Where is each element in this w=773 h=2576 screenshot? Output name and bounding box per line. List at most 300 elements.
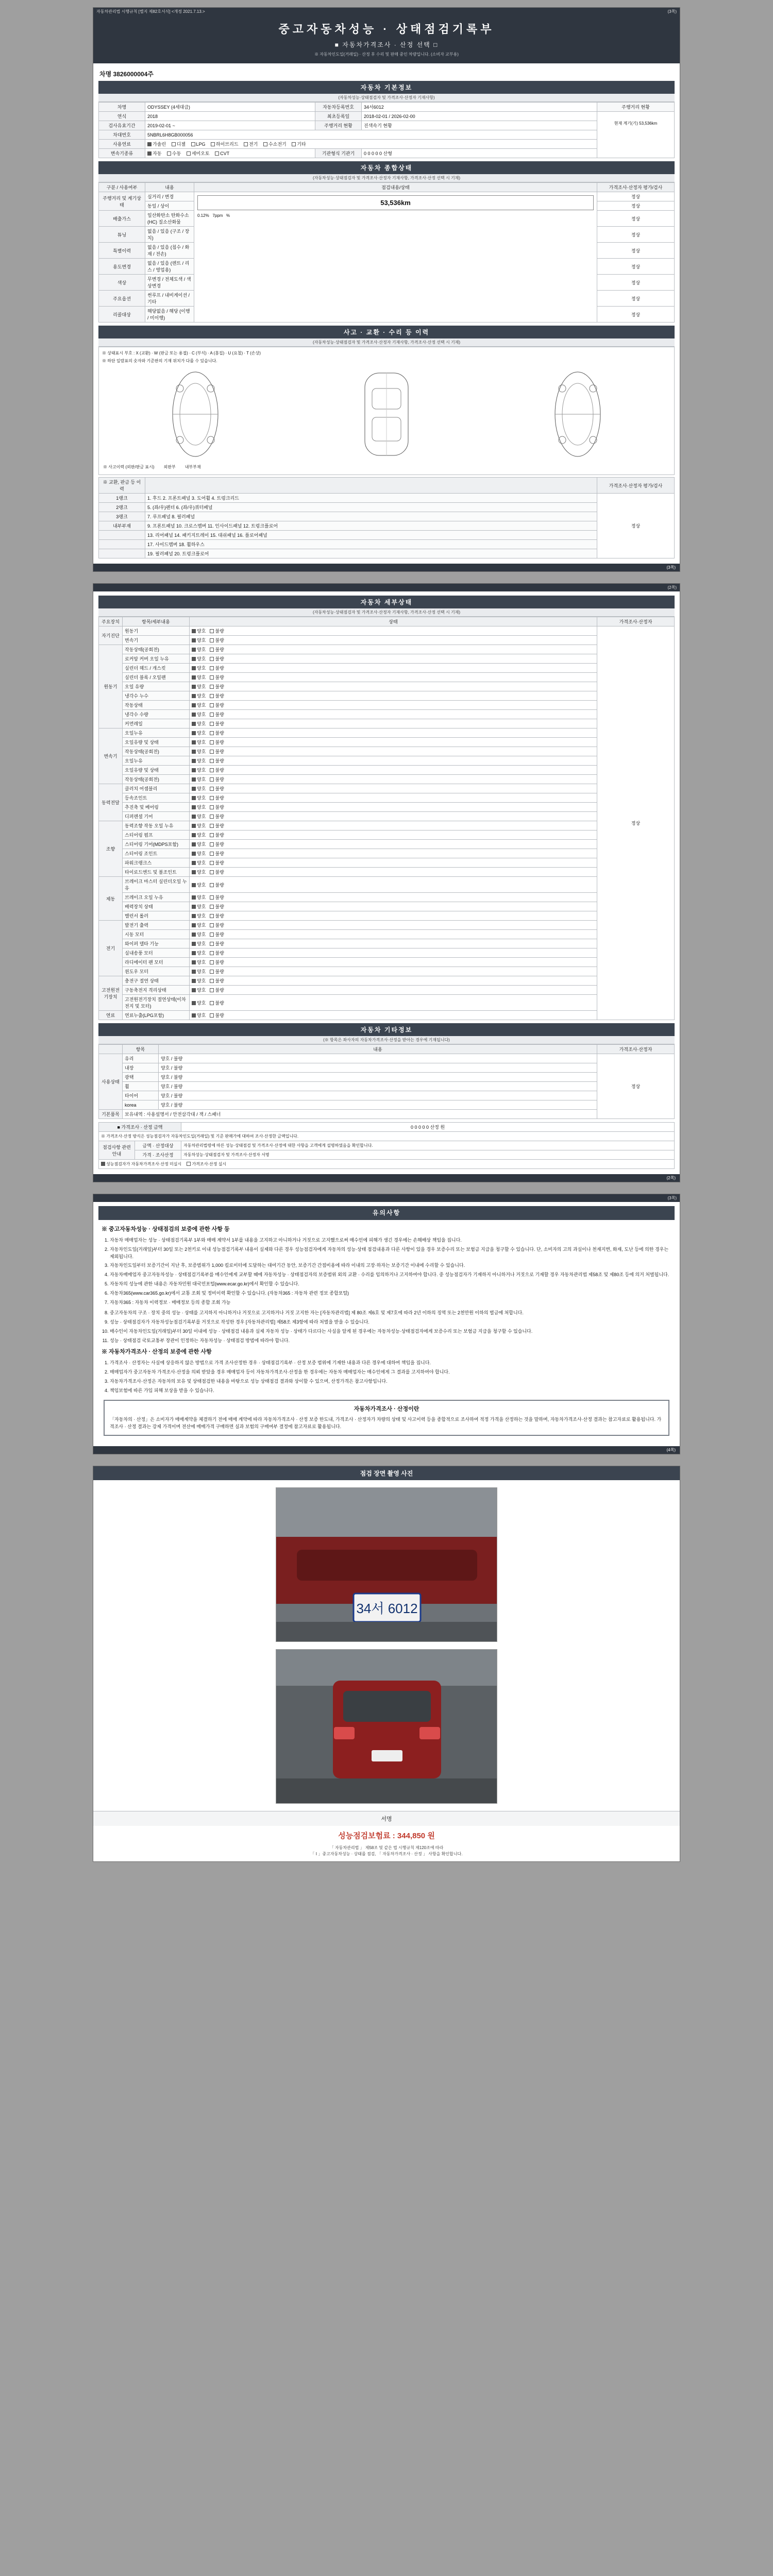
status-option-불량[interactable]: 불량 (210, 646, 224, 653)
status-option-양호[interactable]: 양호 (192, 646, 206, 653)
etc-row-3-label: 휠 (123, 1082, 159, 1091)
car-number-label: 차명 3826000004주 (99, 71, 154, 78)
accident-eval: 정상 (597, 494, 675, 558)
status-option-양호[interactable]: 양호 (192, 882, 206, 888)
status-option-불량[interactable]: 불량 (210, 959, 224, 965)
outer-label: 외판부 (163, 465, 176, 469)
accident-parts-legend (102, 463, 671, 471)
status-option-양호[interactable]: 양호 (192, 711, 206, 718)
page-2-number: (2쪽) (667, 585, 677, 590)
detail-status-cell (190, 849, 597, 858)
status-option-양호[interactable]: 양호 (192, 702, 206, 708)
overall-state-area (194, 192, 597, 323)
rank-3-items: 9. 프론트패널 10. 크로스멤버 11. 인사이드패널 12. 트렁크플로어 (145, 521, 597, 531)
label-transmission: 변속기종류 (99, 149, 145, 158)
table-row (99, 766, 675, 775)
status-option-양호[interactable]: 양호 (192, 794, 206, 801)
fuel-option-3[interactable]: 하이브리드 (211, 141, 238, 147)
detail-item: 실린더 헤드 / 개스킷 (123, 664, 190, 673)
status-option-양호[interactable]: 양호 (192, 767, 206, 773)
trans-option-2[interactable]: 세미오토 (187, 150, 210, 157)
detail-item: 브레이크 오일 누유 (123, 893, 190, 902)
table-row (99, 503, 675, 512)
status-option-불량[interactable]: 불량 (210, 894, 224, 901)
price-value: 0 0 0 0 0 산정 원 (181, 1123, 675, 1132)
detail-item: 브레이크 마스터 실린더오일 누유 (123, 877, 190, 893)
status-option-양호[interactable]: 양호 (192, 665, 206, 671)
table-row (99, 1091, 675, 1100)
fuel-option-6[interactable]: 기타 (292, 141, 306, 147)
table-row (99, 540, 675, 549)
detail-group-0: 자기진단 (99, 626, 123, 645)
table-row (99, 756, 675, 766)
rank-3-name: 내부부재 (99, 521, 145, 531)
status-option-불량[interactable]: 불량 (210, 804, 224, 810)
table-row (99, 1011, 675, 1020)
status-option-불량[interactable]: 불량 (210, 940, 224, 947)
rank-6-name (99, 549, 145, 558)
eval-1: 정상 (597, 201, 675, 211)
table-row (99, 1141, 675, 1150)
detail-item: 커먼레일 (123, 719, 190, 728)
table-row (99, 654, 675, 664)
rank-5-name (99, 540, 145, 549)
status-option-양호[interactable]: 양호 (192, 931, 206, 938)
status-option-불량[interactable]: 불량 (210, 813, 224, 820)
status-option-불량[interactable]: 불량 (210, 850, 224, 857)
table-row (99, 140, 675, 149)
table-row (99, 1082, 675, 1091)
detail-status-cell (190, 636, 597, 645)
detail-status-cell (190, 654, 597, 664)
status-option-양호[interactable]: 양호 (192, 785, 206, 792)
status-option-양호[interactable]: 양호 (192, 859, 206, 866)
status-option-양호[interactable]: 양호 (192, 894, 206, 901)
status-option-양호[interactable]: 양호 (192, 869, 206, 875)
price-checkbox-0[interactable]: 성능점검자가 자동차가격조사·산정 미실시 (101, 1161, 181, 1167)
status-option-양호[interactable]: 양호 (192, 720, 206, 727)
table-row (99, 831, 675, 840)
label-fuel: 사용연료 (99, 140, 145, 149)
value-engine-code: 0 0 0 0 0 산형 (362, 149, 597, 158)
status-option-양호[interactable]: 양호 (192, 841, 206, 848)
page-3 (93, 1194, 680, 1454)
eval-8: 정상 (597, 307, 675, 323)
table-row (99, 103, 675, 112)
status-option-양호[interactable]: 양호 (192, 968, 206, 975)
car-diagram-views (102, 366, 671, 463)
status-option-불량[interactable]: 불량 (210, 859, 224, 866)
row-label-0: 주행거리 및 계기상태 (99, 192, 145, 211)
status-option-양호[interactable]: 양호 (192, 748, 206, 755)
row-label-3: 튜닝 (99, 227, 145, 243)
list-item: 7. 자동차365 : 자동차 이력정보 · 매매정보 등의 종합 조회 가능 (110, 1299, 671, 1307)
page-1 (93, 7, 680, 572)
page-1-footer: (3쪽) (93, 564, 680, 571)
status-option-양호[interactable]: 양호 (192, 903, 206, 910)
status-option-양호[interactable]: 양호 (192, 987, 206, 993)
status-option-불량[interactable]: 불량 (210, 785, 224, 792)
table-row (99, 902, 675, 911)
status-option-양호[interactable]: 양호 (192, 850, 206, 857)
rank-0-name: 1랭크 (99, 494, 145, 503)
detail-status-cell (190, 877, 597, 893)
price-table (98, 1122, 675, 1169)
notice-list-3 (110, 1360, 671, 1395)
status-option-불량[interactable]: 불량 (210, 987, 224, 993)
document-subtitle: ■ 자동차가격조사 · 산정 선택 □ (334, 41, 439, 48)
fuel-option-2[interactable]: LPG (191, 142, 206, 147)
page-2-footer: (2쪽) (93, 1174, 680, 1182)
status-option-불량[interactable]: 불량 (210, 720, 224, 727)
detail-status-cell (190, 645, 597, 654)
table-row (99, 549, 675, 558)
status-option-불량[interactable]: 불량 (210, 757, 224, 764)
col-state: 점검내용/상태 (194, 183, 597, 192)
notice-head-2: ※ 자동차가격조사 · 산정의 보증에 관한 사항 (102, 1348, 212, 1355)
status-option-불량[interactable]: 불량 (210, 637, 224, 643)
detail-status-cell (190, 958, 597, 967)
fuel-option-1[interactable]: 디젤 (172, 141, 186, 147)
table-row (99, 626, 675, 636)
row-content-0: 실거리 / 변경 (145, 192, 194, 201)
etc-basic-group: 기본품목 (99, 1110, 123, 1119)
table-row (99, 840, 675, 849)
status-option-불량[interactable]: 불량 (210, 832, 224, 838)
status-option-양호[interactable]: 양호 (192, 628, 206, 634)
status-option-양호[interactable]: 양호 (192, 822, 206, 829)
table-row (99, 1150, 675, 1160)
status-option-양호[interactable]: 양호 (192, 730, 206, 736)
status-option-양호[interactable]: 양호 (192, 922, 206, 928)
emission-hc: 7ppm (212, 213, 223, 218)
status-option-양호[interactable]: 양호 (192, 959, 206, 965)
detail-item: 추진축 및 베어링 (123, 803, 190, 812)
detail-status-cell (190, 976, 597, 986)
detail-status-cell (190, 775, 597, 784)
trans-option-3[interactable]: CVT (215, 151, 229, 156)
table-row (99, 130, 675, 140)
status-option-양호[interactable]: 양호 (192, 832, 206, 838)
status-option-불량[interactable]: 불량 (210, 882, 224, 888)
detail-item: 등속조인트 (123, 793, 190, 803)
eval-3: 정상 (597, 227, 675, 243)
table-row (99, 494, 675, 503)
status-option-불량[interactable]: 불량 (210, 912, 224, 919)
section-accident-subtitle: (자동차성능·상태점검자 및 가격조사·산정자 기재사항, 가격조사·산정 선택 시 기재) (98, 338, 675, 347)
photo-front-illustration (276, 1488, 497, 1642)
table-header-row (99, 1045, 675, 1054)
status-option-불량[interactable]: 불량 (210, 903, 224, 910)
photo-rear (276, 1649, 497, 1804)
emission-values (197, 213, 594, 218)
status-option-불량[interactable]: 불량 (210, 748, 224, 755)
table-row (99, 948, 675, 958)
status-option-양호[interactable]: 양호 (192, 1012, 206, 1019)
label-firstreg: 최초등록일 (315, 112, 362, 121)
trans-option-0[interactable]: 자동 (147, 150, 161, 157)
table-row (99, 1160, 675, 1169)
status-option-불량[interactable]: 불량 (210, 794, 224, 801)
status-option-양호[interactable]: 양호 (192, 977, 206, 984)
detail-item: 타이로드엔드 및 볼조인트 (123, 868, 190, 877)
list-item: 6. 자동차365(www.car365.go.kr)에서 교통 조회 및 정비이력 확인할 수 있습니다. (자동차365 : 자동차 관련 정보 종합포털) (110, 1290, 671, 1297)
table-row (99, 121, 675, 130)
fuel-options (145, 140, 597, 149)
section-basic-subtitle: (자동차성능·상태점검자 및 가격조사·산정자 기재사항) (98, 94, 675, 102)
detail-item: 동력조향 작동 오일 누유 (123, 821, 190, 831)
value-carname: ODYSSEY (4세대급) (145, 103, 315, 112)
table-row (99, 911, 675, 921)
table-row (99, 149, 675, 158)
sign-label: 서명 (93, 1811, 680, 1826)
table-row (99, 512, 675, 521)
detail-item: 실린더 블록 / 오일팬 (123, 673, 190, 682)
status-option-양호[interactable]: 양호 (192, 950, 206, 956)
detail-rows-body (99, 626, 675, 1020)
status-option-불량[interactable]: 불량 (210, 931, 224, 938)
status-option-불량[interactable]: 불량 (210, 692, 224, 699)
status-option-불량[interactable]: 불량 (210, 665, 224, 671)
detail-group-1: 원동기 (99, 645, 123, 728)
photo-front (276, 1487, 497, 1642)
detail-status-cell (190, 858, 597, 868)
detail-status-cell (190, 812, 597, 821)
row-content-4: 없음 / 있음 (침수 / 화재 / 전손) (145, 243, 194, 259)
status-option-불량[interactable]: 불량 (210, 1012, 224, 1019)
detail-status-cell (190, 893, 597, 902)
table-row (99, 1132, 675, 1141)
status-option-불량[interactable]: 불량 (210, 776, 224, 783)
detail-status-cell (190, 766, 597, 775)
table-row (99, 858, 675, 868)
label-plate: 자동차등록번호 (315, 103, 362, 112)
detail-group-2: 변속기 (99, 728, 123, 784)
price-definition-box (104, 1400, 669, 1436)
status-option-양호[interactable]: 양호 (192, 776, 206, 783)
status-option-양호[interactable]: 양호 (192, 940, 206, 947)
eval-7: 정상 (597, 291, 675, 307)
etc-table (98, 1044, 675, 1119)
section-etc-subtitle: (※ 항목은 좌사자의 자동차가격조사·산정을 받아는 경우에 기재됩니다) (98, 1036, 675, 1044)
detail-status-cell (190, 986, 597, 995)
detail-status-cell (190, 803, 597, 812)
section-accident-title: 사고 · 교환 · 수리 등 이력 (98, 326, 675, 338)
detail-item: 연료누출(LPG포함) (123, 1011, 190, 1020)
status-option-양호[interactable]: 양호 (192, 739, 206, 745)
rank-4-name (99, 531, 145, 540)
etc-row-4-label: 타이어 (123, 1091, 159, 1100)
fuel-option-4[interactable]: 전기 (244, 141, 258, 147)
mileage-cell (597, 103, 675, 158)
table-row (99, 877, 675, 893)
detail-status-cell (190, 682, 597, 691)
label-year: 연식 (99, 112, 145, 121)
table-row (99, 930, 675, 939)
detail-item: 클러치 어셈블리 (123, 784, 190, 793)
emission-co: 0.12% (197, 213, 209, 218)
status-option-양호[interactable]: 양호 (192, 692, 206, 699)
basic-info-table (98, 102, 675, 158)
page-3-footer: (4쪽) (93, 1446, 680, 1454)
table-row (99, 701, 675, 710)
detail-status-cell (190, 902, 597, 911)
status-option-불량[interactable]: 불량 (210, 730, 224, 736)
etc-row-4-value: 양호 / 불량 (159, 1091, 597, 1100)
status-option-불량[interactable]: 불량 (210, 655, 224, 662)
detail-item: 실내송풍 모터 (123, 948, 190, 958)
notice-list-2 (110, 1310, 671, 1345)
list-item: 4. 책임보험에 따른 가입 피해 보상을 받을 수 있습니다. (110, 1387, 671, 1395)
page-3-ref (96, 1195, 97, 1201)
car-top-view-icon (350, 368, 423, 461)
detail-item: 오일누유 (123, 756, 190, 766)
detail-status-cell (190, 756, 597, 766)
table-row (99, 747, 675, 756)
status-option-불량[interactable]: 불량 (210, 869, 224, 875)
detail-item: 스티어링 기어(MDPS포함) (123, 840, 190, 849)
status-option-양호[interactable]: 양호 (192, 674, 206, 681)
list-item: 8. 중고자동차의 구조 · 장치 중의 성능 · 상태를 고지하지 아니하거나 거짓으로 고지하거나 거짓 고지한 자는 [자동차관리법] 제 80조 제6호 및 제7호에 따라 2년 이하의 징역 또는 2천만원 이하의 벌금에 처합니다. (110, 1310, 671, 1317)
status-option-양호[interactable]: 양호 (192, 999, 206, 1006)
detail-state-table (98, 617, 675, 1020)
detail-status-cell (190, 930, 597, 939)
rank-1-name: 2랭크 (99, 503, 145, 512)
table-row (99, 645, 675, 654)
form-reference: 자동차관리법 시행규칙 [별지 제82호서식] <개정 2021.7.13.> (96, 9, 205, 14)
status-option-불량[interactable]: 불량 (210, 702, 224, 708)
table-row (99, 1100, 675, 1110)
detail-status-cell (190, 868, 597, 877)
status-option-불량[interactable]: 불량 (210, 841, 224, 848)
list-item: 5. 자동차의 성능에 관한 내용은 자동차민원 대국민포털(www.ecar.go.kr)에서 확인할 수 있습니다. (110, 1281, 671, 1288)
detail-status-cell (190, 995, 597, 1011)
detail-item: 작동상태(공회전) (123, 775, 190, 784)
row-label-7: 주요옵션 (99, 291, 145, 307)
status-option-불량[interactable]: 불량 (210, 950, 224, 956)
table-row (99, 691, 675, 701)
page-2-body (93, 591, 680, 1174)
etc-eval: 정상 (597, 1054, 675, 1119)
status-option-양호[interactable]: 양호 (192, 637, 206, 643)
fuel-option-5[interactable]: 수소전기 (263, 141, 287, 147)
status-option-불량[interactable]: 불량 (210, 674, 224, 681)
section-overall-title: 자동차 종합상태 (98, 161, 675, 174)
table-row (99, 849, 675, 858)
price-title: ■ 가격조사 · 산정 금액 (99, 1123, 181, 1132)
detail-status-cell (190, 948, 597, 958)
table-row (99, 112, 675, 121)
status-option-불량[interactable]: 불량 (210, 999, 224, 1006)
status-option-양호[interactable]: 양호 (192, 757, 206, 764)
price-checkbox-1[interactable]: 가격조사·산정 실시 (187, 1161, 226, 1167)
table-row (99, 893, 675, 902)
detail-item: 오일누유 (123, 728, 190, 738)
section-detail-subtitle: (자동차성능·상태점검자 및 가격조사·산정자 기재사항, 가격조사·산정 선택 시 기재) (98, 608, 675, 617)
etc-row-6-value: 보유내역 : 사용설명서 / 안전삼각대 / 잭 / 스패너 (123, 1110, 597, 1119)
status-option-불량[interactable]: 불량 (210, 968, 224, 975)
status-option-불량[interactable]: 불량 (210, 739, 224, 745)
fee-footnote (93, 1845, 680, 1861)
table-header-row (99, 617, 675, 626)
detail-item: 작동상태 (123, 701, 190, 710)
price-left-label: 점검사항 관련 안내 (99, 1141, 135, 1160)
trans-option-1[interactable]: 수동 (167, 150, 181, 157)
label-inspection: 검사유효기간 (99, 121, 145, 130)
table-row (99, 784, 675, 793)
fee-foot-line-1: 「 자동차관리법 」 제58조 및 같은 법 시행규칙 제120조에 따라 (329, 1845, 444, 1850)
detail-item: 스티어링 조인트 (123, 849, 190, 858)
price-checkboxes (99, 1160, 675, 1169)
rank-title: ※ 교환, 판금 등 이력 (99, 478, 145, 494)
detail-item: 작동상태(공회전) (123, 747, 190, 756)
rank-5-items: 17. 사이드멤버 18. 휠하우스 (145, 540, 597, 549)
table-row (99, 719, 675, 728)
table-row (99, 958, 675, 967)
value-plate: 34서6012 (362, 103, 597, 112)
svg-text:34서 6012: 34서 6012 (356, 1600, 418, 1616)
status-option-양호[interactable]: 양호 (192, 912, 206, 919)
status-option-양호[interactable]: 양호 (192, 813, 206, 820)
col-detail-eval: 가격조사·산정자 (597, 617, 675, 626)
table-row (99, 710, 675, 719)
status-option-불량[interactable]: 불량 (210, 683, 224, 690)
row-label-6: 색상 (99, 275, 145, 291)
col-content: 내용 (145, 183, 194, 192)
detail-item: 라디에이터 팬 모터 (123, 958, 190, 967)
mileage-value: 53,536km (380, 199, 411, 207)
table-row (99, 812, 675, 821)
section-etc-title: 자동차 기타정보 (98, 1023, 675, 1036)
detail-item: 스티어링 펌프 (123, 831, 190, 840)
detail-group-3: 동력전달 (99, 784, 123, 821)
detail-group-6: 전기 (99, 921, 123, 976)
status-option-불량[interactable]: 불량 (210, 822, 224, 829)
list-item: 4. 자동차매매업자 중고자동차성능 · 상태점검기록부를 매수인에게 교부할 때에 자동차성능 · 상태점검자의 보증범위 외의 교환 · 수리를 임의하거나 고지하여야 합니다. 중 성능점검자가 기재하지 아니하거나 거짓으로 기재할 경우 자동차관리법 제58조 및 제80조 등에 의거 처벌됩니다. (110, 1272, 671, 1279)
value-mileage-status: 진색속기 현황 (362, 121, 597, 130)
price-row-1-label: 가격 · 조사산정 (135, 1150, 181, 1160)
detail-item: 오일 유량 (123, 682, 190, 691)
detail-status-cell (190, 728, 597, 738)
page-2 (93, 583, 680, 1182)
rank-table (98, 477, 675, 558)
detail-group-7: 고전원전기장치 (99, 976, 123, 1011)
eval-0: 정상 (597, 192, 675, 201)
table-row (99, 793, 675, 803)
section-overall-subtitle: (자동차성능·상태점검자 및 가격조사·산정자 기재사항, 가격조사·산정 선택 시 기재) (98, 174, 675, 182)
price-definition-body: 「자동차의 · 산정」은 소비자가 매매계약을 체결하기 전에 매매 계약에 따라 자동차가격조사 · 산정 보증 한도내, 가격조사 · 산정자가 차량의 상태 및 사고이력 등을 종합적으로 조사하여 적정 가격을 산정하는 것을 말하며, 자동차가격조사·산정 결과는 참고자료로 활용됩니다. 가격조사 · 산정 결과는 강제 가격이며 전산에 매매가격 구매하면 실과 보험의 구매여부 결정에 참고자료로 활용됩니다. (110, 1416, 662, 1429)
etc-col-2: 내용 (159, 1045, 597, 1054)
status-option-불량[interactable]: 불량 (210, 977, 224, 984)
status-option-양호[interactable]: 양호 (192, 804, 206, 810)
detail-item: 구동축전지 격리상태 (123, 986, 190, 995)
photo-list (93, 1480, 680, 1811)
parts-title: ※ 사고이력 (외판/판금 표시) (103, 465, 155, 469)
status-option-불량[interactable]: 불량 (210, 922, 224, 928)
fuel-option-0[interactable]: 가솔린 (147, 141, 166, 147)
detail-status-cell (190, 821, 597, 831)
eval-4: 정상 (597, 243, 675, 259)
status-option-불량[interactable]: 불량 (210, 628, 224, 634)
table-row (99, 803, 675, 812)
price-definition-title: 자동차가격조사 · 산정이란 (354, 1405, 419, 1412)
detail-item: 와이퍼 델타 기능 (123, 939, 190, 948)
status-option-불량[interactable]: 불량 (210, 711, 224, 718)
status-option-양호[interactable]: 양호 (192, 683, 206, 690)
status-option-양호[interactable]: 양호 (192, 655, 206, 662)
table-row (99, 1110, 675, 1119)
status-option-불량[interactable]: 불량 (210, 767, 224, 773)
